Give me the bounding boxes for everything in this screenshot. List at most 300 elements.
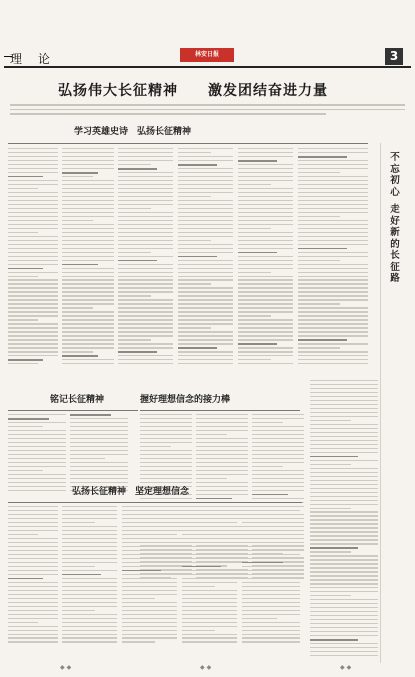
- text-line: [182, 542, 215, 543]
- text-line: [178, 224, 233, 225]
- text-line: [298, 355, 368, 356]
- text-line: [70, 454, 128, 455]
- text-line: [298, 252, 368, 253]
- text-line: [298, 260, 340, 261]
- text-line: [118, 347, 173, 348]
- text-line: [70, 422, 128, 423]
- text-line: [8, 303, 58, 304]
- text-line: [70, 430, 128, 431]
- text-line: [310, 599, 378, 600]
- text-line: [8, 466, 66, 467]
- text-line: [178, 208, 233, 209]
- text-line: [8, 422, 66, 423]
- text-line: [122, 614, 177, 615]
- text-line: [118, 295, 151, 296]
- article-1-title: 学习英雄史诗 弘扬长征精神: [74, 127, 192, 137]
- subheading-line: [8, 578, 43, 580]
- text-line: [242, 582, 300, 583]
- text-line: [238, 224, 293, 225]
- text-line: [122, 562, 177, 563]
- text-line: [62, 279, 114, 280]
- text-line: [118, 192, 173, 193]
- text-line: [298, 327, 368, 328]
- text-line: [298, 168, 368, 169]
- text-line: [238, 291, 293, 292]
- text-line: [122, 594, 177, 595]
- subheading-line: [62, 574, 101, 576]
- text-line: [182, 534, 237, 535]
- text-line: [242, 634, 300, 635]
- text-line: [70, 466, 128, 467]
- subheading-line: [310, 547, 358, 549]
- article-1-col-6: [298, 148, 368, 368]
- text-line: [182, 598, 237, 599]
- text-line: [242, 618, 277, 619]
- text-line: [62, 180, 114, 181]
- text-line: [118, 299, 173, 300]
- subheading-line: [242, 562, 283, 564]
- text-line: [178, 279, 233, 280]
- text-line: [310, 448, 378, 449]
- text-line: [182, 578, 237, 579]
- text-line: [70, 434, 128, 435]
- text-line: [140, 438, 192, 439]
- text-line: [62, 602, 117, 603]
- text-line: [62, 562, 117, 563]
- text-line: [140, 462, 192, 463]
- article-4-col-3: [122, 506, 177, 646]
- text-line: [298, 295, 368, 296]
- text-line: [62, 208, 114, 209]
- text-line: [8, 470, 43, 471]
- text-line: [196, 486, 248, 487]
- text-line: [182, 562, 237, 563]
- text-line: [118, 248, 173, 249]
- text-line: [242, 602, 300, 603]
- text-line: [310, 420, 351, 421]
- text-line: [118, 339, 151, 340]
- text-line: [118, 252, 151, 253]
- text-line: [178, 244, 233, 245]
- subheading-line: [62, 355, 98, 357]
- text-line: [118, 208, 151, 209]
- text-line: [310, 440, 378, 441]
- text-line: [196, 482, 248, 483]
- text-line: [196, 470, 248, 471]
- text-line: [182, 550, 237, 551]
- text-line: [62, 192, 114, 193]
- text-line: [8, 626, 58, 627]
- text-line: [182, 514, 237, 515]
- text-line: [8, 272, 58, 273]
- text-line: [310, 627, 378, 628]
- text-line: [70, 426, 128, 427]
- bottom-ornament-right: ◆◆: [340, 664, 354, 671]
- text-line: [252, 446, 304, 447]
- text-line: [252, 482, 304, 483]
- text-line: [62, 184, 114, 185]
- text-line: [8, 311, 58, 312]
- text-line: [62, 331, 114, 332]
- text-line: [178, 192, 233, 193]
- text-line: [242, 626, 300, 627]
- subheading-line: [310, 456, 358, 458]
- text-line: [242, 598, 300, 599]
- text-line: [140, 418, 192, 419]
- text-line: [8, 228, 58, 229]
- text-line: [70, 482, 128, 483]
- text-line: [178, 327, 211, 328]
- text-line: [140, 414, 192, 415]
- text-line: [182, 630, 215, 631]
- text-line: [8, 474, 66, 475]
- text-line: [62, 339, 114, 340]
- subheading-line: [238, 343, 277, 345]
- text-line: [242, 610, 300, 611]
- text-line: [310, 432, 378, 433]
- text-line: [122, 618, 177, 619]
- text-line: [298, 343, 368, 344]
- text-line: [298, 184, 368, 185]
- text-line: [8, 450, 66, 451]
- text-line: [140, 466, 192, 467]
- text-line: [62, 176, 93, 177]
- text-line: [242, 530, 277, 531]
- text-line: [62, 522, 95, 523]
- text-line: [298, 303, 340, 304]
- text-line: [8, 482, 66, 483]
- text-line: [8, 446, 66, 447]
- text-line: [8, 430, 66, 431]
- text-line: [62, 622, 117, 623]
- text-line: [8, 319, 38, 320]
- bottom-ornament-mid: ◆◆: [200, 664, 214, 671]
- text-line: [8, 244, 58, 245]
- text-line: [310, 472, 378, 473]
- text-line: [238, 355, 293, 356]
- text-line: [252, 418, 304, 419]
- text-line: [62, 558, 117, 559]
- text-line: [62, 164, 114, 165]
- text-line: [298, 148, 368, 149]
- text-line: [8, 566, 58, 567]
- text-line: [298, 323, 368, 324]
- text-line: [62, 311, 114, 312]
- text-line: [122, 546, 177, 547]
- text-line: [238, 327, 293, 328]
- text-line: [118, 256, 173, 257]
- text-line: [62, 359, 114, 360]
- text-line: [238, 303, 293, 304]
- text-line: [310, 508, 351, 509]
- text-line: [178, 295, 233, 296]
- text-line: [238, 176, 293, 177]
- text-line: [310, 559, 378, 560]
- text-line: [242, 506, 300, 507]
- sidebar-vertical-title: [386, 152, 404, 285]
- vertical-title-char: 好: [390, 215, 400, 227]
- text-line: [8, 546, 58, 547]
- text-line: [238, 272, 271, 273]
- text-line: [196, 454, 248, 455]
- text-line: [8, 522, 58, 523]
- text-line: [252, 458, 304, 459]
- text-line: [242, 518, 300, 519]
- text-line: [62, 148, 114, 149]
- text-line: [242, 542, 300, 543]
- text-line: [182, 506, 237, 507]
- text-line: [182, 538, 237, 539]
- text-line: [238, 164, 293, 165]
- text-line: [310, 404, 378, 405]
- text-line: [178, 176, 233, 177]
- text-line: [298, 160, 368, 161]
- text-line: [310, 416, 378, 417]
- text-line: [8, 212, 58, 213]
- text-line: [252, 422, 283, 423]
- text-line: [62, 570, 117, 571]
- text-line: [178, 323, 233, 324]
- text-line: [298, 228, 368, 229]
- text-line: [252, 478, 304, 479]
- text-line: [310, 388, 378, 389]
- page-number: 3: [385, 48, 403, 65]
- text-line: [118, 327, 173, 328]
- text-line: [310, 531, 378, 532]
- text-line: [122, 554, 155, 555]
- vertical-title-char: 忘: [390, 163, 400, 175]
- text-line: [238, 188, 293, 189]
- text-line: [298, 363, 368, 364]
- text-line: [298, 172, 340, 173]
- text-line: [238, 156, 293, 157]
- text-line: [62, 196, 114, 197]
- text-line: [122, 630, 177, 631]
- text-line: [310, 563, 378, 564]
- text-line: [178, 299, 233, 300]
- text-line: [8, 618, 58, 619]
- text-line: [8, 283, 58, 284]
- text-line: [140, 450, 192, 451]
- text-line: [8, 252, 58, 253]
- text-line: [238, 279, 293, 280]
- text-line: [310, 591, 378, 592]
- text-line: [140, 498, 192, 499]
- text-line: [122, 558, 177, 559]
- text-line: [238, 180, 293, 181]
- text-line: [178, 307, 233, 308]
- text-line: [8, 156, 58, 157]
- text-line: [298, 347, 340, 348]
- text-line: [298, 236, 368, 237]
- text-line: [8, 534, 38, 535]
- text-line: [8, 426, 43, 427]
- text-line: [122, 602, 177, 603]
- text-line: [62, 506, 117, 507]
- text-line: [8, 307, 58, 308]
- text-line: [310, 527, 378, 528]
- subheading-line: [196, 498, 232, 500]
- text-line: [310, 579, 378, 580]
- text-line: [178, 200, 233, 201]
- text-line: [122, 514, 177, 515]
- text-line: [178, 276, 233, 277]
- sidebar-divider: [380, 143, 381, 663]
- text-line: [118, 279, 173, 280]
- text-line: [8, 315, 58, 316]
- text-line: [238, 184, 271, 185]
- text-line: [8, 148, 58, 149]
- text-line: [298, 359, 368, 360]
- text-line: [8, 454, 66, 455]
- text-line: [8, 363, 38, 364]
- text-line: [182, 558, 237, 559]
- text-line: [238, 363, 293, 364]
- text-line: [252, 454, 304, 455]
- text-line: [118, 204, 173, 205]
- text-line: [8, 562, 58, 563]
- text-line: [122, 578, 177, 579]
- text-line: [238, 319, 293, 320]
- text-line: [8, 530, 58, 531]
- text-line: [118, 287, 173, 288]
- text-line: [118, 311, 173, 312]
- masthead-logo: 林安日报: [180, 48, 234, 62]
- text-line: [238, 244, 293, 245]
- text-line: [238, 323, 293, 324]
- text-line: [122, 534, 177, 535]
- text-line: [298, 212, 368, 213]
- article-1-col-5: [238, 148, 293, 368]
- text-line: [196, 450, 248, 451]
- text-line: [118, 200, 173, 201]
- text-line: [298, 192, 368, 193]
- text-line: [196, 446, 248, 447]
- text-line: [118, 335, 173, 336]
- text-line: [70, 418, 128, 419]
- text-line: [298, 240, 368, 241]
- text-line: [310, 611, 378, 612]
- text-line: [298, 299, 368, 300]
- article-4-col-5: [242, 506, 300, 646]
- text-line: [238, 283, 293, 284]
- text-line: [70, 470, 128, 471]
- text-line: [298, 208, 368, 209]
- text-line: [8, 260, 58, 261]
- text-line: [310, 555, 378, 556]
- text-line: [8, 510, 58, 511]
- text-line: [298, 256, 368, 257]
- text-line: [118, 196, 173, 197]
- text-line: [182, 618, 237, 619]
- text-line: [310, 651, 378, 652]
- text-line: [242, 550, 300, 551]
- text-line: [118, 264, 173, 265]
- text-line: [122, 538, 177, 539]
- text-line: [8, 279, 58, 280]
- text-line: [122, 606, 177, 607]
- text-line: [8, 164, 58, 165]
- text-line: [310, 535, 378, 536]
- article-1-col-3: [118, 148, 173, 368]
- text-line: [310, 523, 378, 524]
- text-line: [252, 430, 304, 431]
- text-line: [118, 216, 173, 217]
- text-line: [122, 637, 177, 638]
- text-line: [310, 408, 378, 409]
- text-line: [8, 291, 58, 292]
- text-line: [252, 490, 304, 491]
- subheading-line: [238, 160, 277, 162]
- text-line: [242, 566, 300, 567]
- text-line: [122, 582, 177, 583]
- text-line: [238, 307, 293, 308]
- text-line: [298, 216, 340, 217]
- text-line: [182, 546, 237, 547]
- text-line: [118, 319, 173, 320]
- text-line: [62, 637, 117, 638]
- text-line: [310, 571, 378, 572]
- text-line: [298, 188, 368, 189]
- text-line: [310, 519, 378, 520]
- text-line: [118, 323, 173, 324]
- text-line: [238, 315, 271, 316]
- text-line: [178, 311, 233, 312]
- text-line: [8, 152, 58, 153]
- bottom-ornament-left: ◆◆: [60, 664, 74, 671]
- text-line: [62, 216, 114, 217]
- text-line: [62, 228, 114, 229]
- text-line: [70, 446, 128, 447]
- text-line: [238, 295, 293, 296]
- text-line: [238, 339, 293, 340]
- text-line: [196, 478, 227, 479]
- subheading-line: [62, 172, 98, 174]
- text-line: [118, 152, 173, 153]
- text-line: [8, 570, 58, 571]
- vertical-title-char: 走: [390, 204, 400, 215]
- text-line: [182, 637, 237, 638]
- text-line: [196, 442, 248, 443]
- text-line: [178, 363, 233, 364]
- text-line: [62, 168, 114, 169]
- text-line: [242, 558, 300, 559]
- text-line: [8, 335, 58, 336]
- text-line: [196, 434, 227, 435]
- text-line: [310, 631, 378, 632]
- text-line: [196, 462, 248, 463]
- text-line: [182, 634, 237, 635]
- text-line: [8, 299, 58, 300]
- article-2-rule: [8, 410, 138, 411]
- text-line: [182, 570, 237, 571]
- text-line: [178, 148, 233, 149]
- article-1-col-4: [178, 148, 233, 368]
- text-line: [298, 315, 368, 316]
- text-line: [62, 554, 117, 555]
- text-line: [62, 268, 114, 269]
- subheading-line: [122, 570, 161, 572]
- text-line: [310, 504, 378, 505]
- text-line: [62, 351, 93, 352]
- text-line: [62, 299, 114, 300]
- text-line: [8, 184, 58, 185]
- text-line: [118, 212, 173, 213]
- vertical-title-char: 路: [390, 273, 400, 284]
- article-1-col-1: [8, 148, 58, 368]
- text-line: [8, 192, 58, 193]
- subheading-line: [118, 168, 157, 170]
